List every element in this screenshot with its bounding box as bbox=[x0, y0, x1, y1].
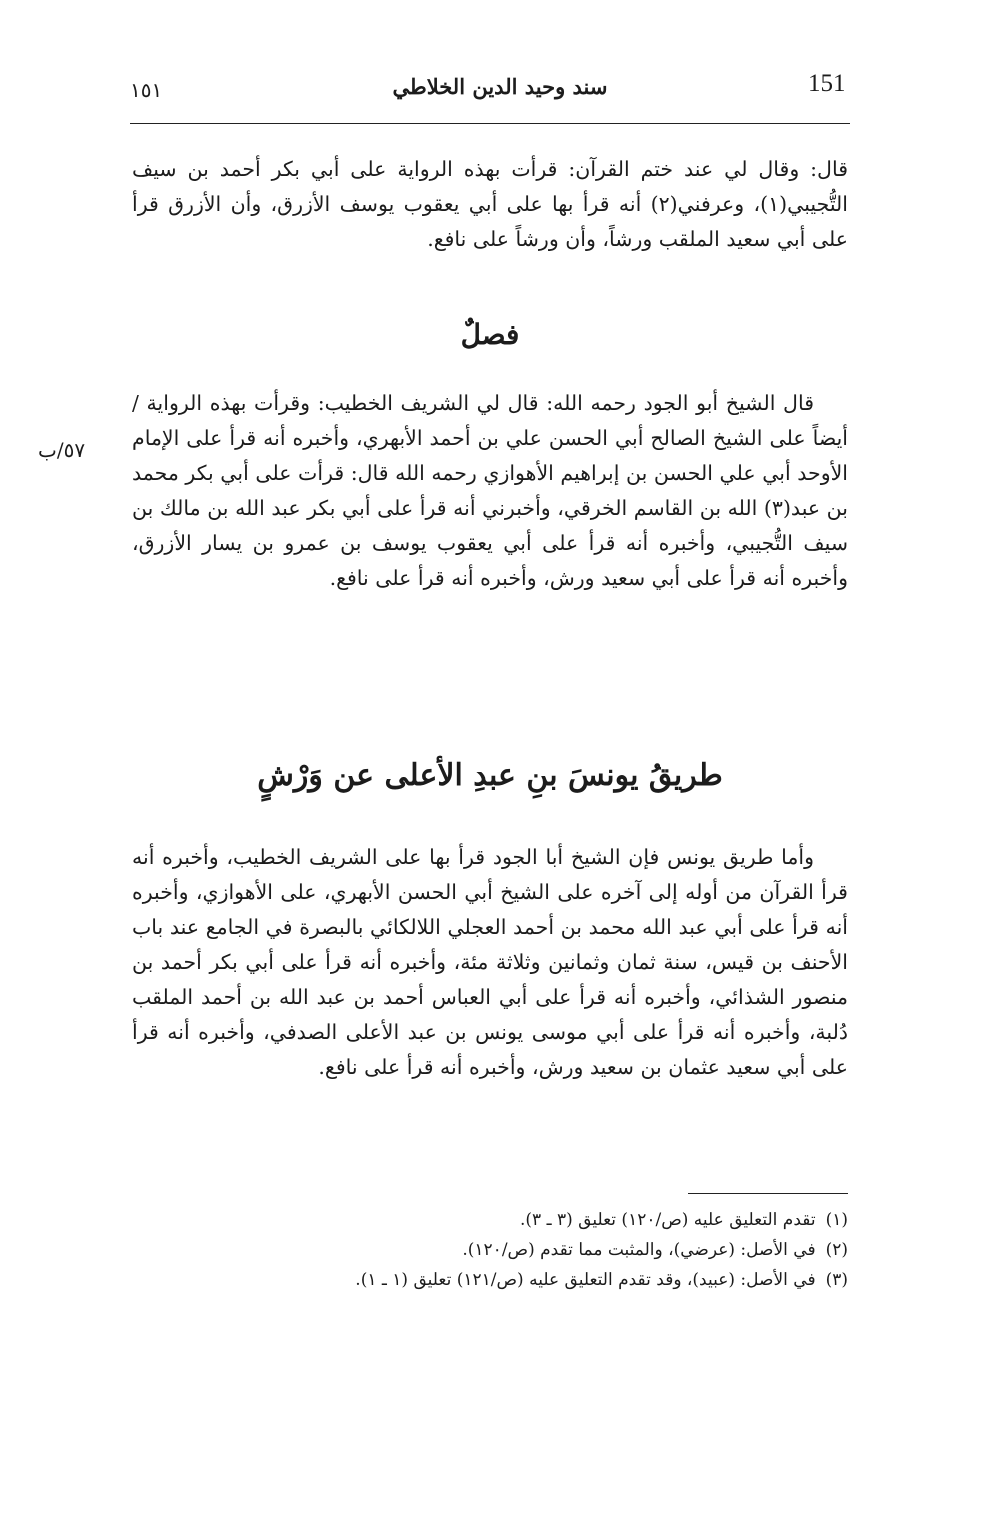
paragraph-text: وأما طريق يونس فإن الشيخ أبا الجود قرأ بها على الشريف الخطيب، وأخبره أنه قرأ القرآن من أوله إلى آخره على الشيخ أبي الحسن الأبهري، على الأهوازي، وأخبره أنه قرأ على أبي عبد الله محمد بن أحمد العجلي اللالكائي بالبصرة في الجامع عند باب الأحنف بن قيس، سنة ثمان وثمانين وثلاثة مئة، وأخبره أنه قرأ على أبي بكر أحمد بن منصور الشذائي، وأخبره أنه قرأ على أبي العباس أحمد بن عبد الله بن أحمد الملقب دُلبة، وأخبره أنه قرأ على أبي موسى يونس بن عبد الأعلى الصدفي، وأخبره أنه قرأ على أبي سعيد عثمان بن سعيد ورش، وأخبره أنه قرأ على نافع. bbox=[132, 845, 848, 1079]
footnote bbox=[132, 1265, 848, 1295]
page-number-arabic: ١٥١ bbox=[130, 78, 163, 102]
footnote-number: (١) bbox=[825, 1210, 848, 1230]
footnote bbox=[132, 1235, 848, 1265]
page-number: 151 bbox=[808, 70, 846, 97]
section-heading-yunus-route: طريقُ يونسَ بنِ عبدِ الأعلى عن وَرْشٍ bbox=[257, 758, 723, 793]
footnotes bbox=[132, 1205, 848, 1295]
header-rule bbox=[130, 123, 850, 124]
paragraph-text: قال الشيخ أبو الجود رحمه الله: قال لي الشريف الخطيب: وقرأت بهذه الرواية / أيضاً على الشيخ الصالح أبي الحسن علي بن أحمد الأبهري، وأخبره أنه قرأ على الإمام الأوحد أبي علي الحسن بن إبراهيم الأهوازي رحمه الله قال: قرأت على أبي بكر محمد بن عبد(٣) الله بن القاسم الخرقي، وأخبرني أنه قرأ على أبي بكر عبد الله بن مالك بن سيف التُّجيبي، وأخبره أنه قرأ على أبي يعقوب يوسف بن عمرو بن يسار الأزرق، وأخبره أنه قرأ على أبي سعيد ورش، وأخبره أنه قرأ على نافع. bbox=[132, 391, 848, 590]
footnote-number: (٣) bbox=[825, 1270, 848, 1290]
running-header-title: سند وحيد الدين الخلاطي bbox=[392, 74, 608, 99]
section-heading-fasl: فصلٌ bbox=[460, 318, 520, 351]
footnote bbox=[132, 1205, 848, 1235]
paragraph-opening bbox=[132, 152, 848, 257]
footnote-text: في الأصل: (عبيد)، وقد تقدم التعليق عليه (ص/١٢١) تعليق (١ ـ ١). bbox=[355, 1270, 816, 1290]
paragraph-yunus-route bbox=[132, 840, 848, 1085]
paragraph-text: قال: وقال لي عند ختم القرآن: قرأت بهذه الرواية على أبي بكر أحمد بن سيف التُّجيبي(١)، وعرفني(٢) أنه قرأ بها على أبي يعقوب يوسف الأزرق، وأن الأزرق قرأ على أبي سعيد الملقب ورشاً، وأن ورشاً على نافع. bbox=[132, 157, 848, 251]
footnote-separator bbox=[688, 1193, 848, 1194]
footnote-text: تقدم التعليق عليه (ص/١٢٠) تعليق (٣ ـ ٣). bbox=[520, 1210, 816, 1230]
footnote-number: (٢) bbox=[825, 1240, 848, 1260]
paragraph-fasl bbox=[132, 386, 848, 596]
manuscript-folio-marker: ٥٧/ب bbox=[38, 438, 86, 462]
footnote-text: في الأصل: (عرضي)، والمثبت مما تقدم (ص/١٢٠). bbox=[462, 1240, 816, 1260]
